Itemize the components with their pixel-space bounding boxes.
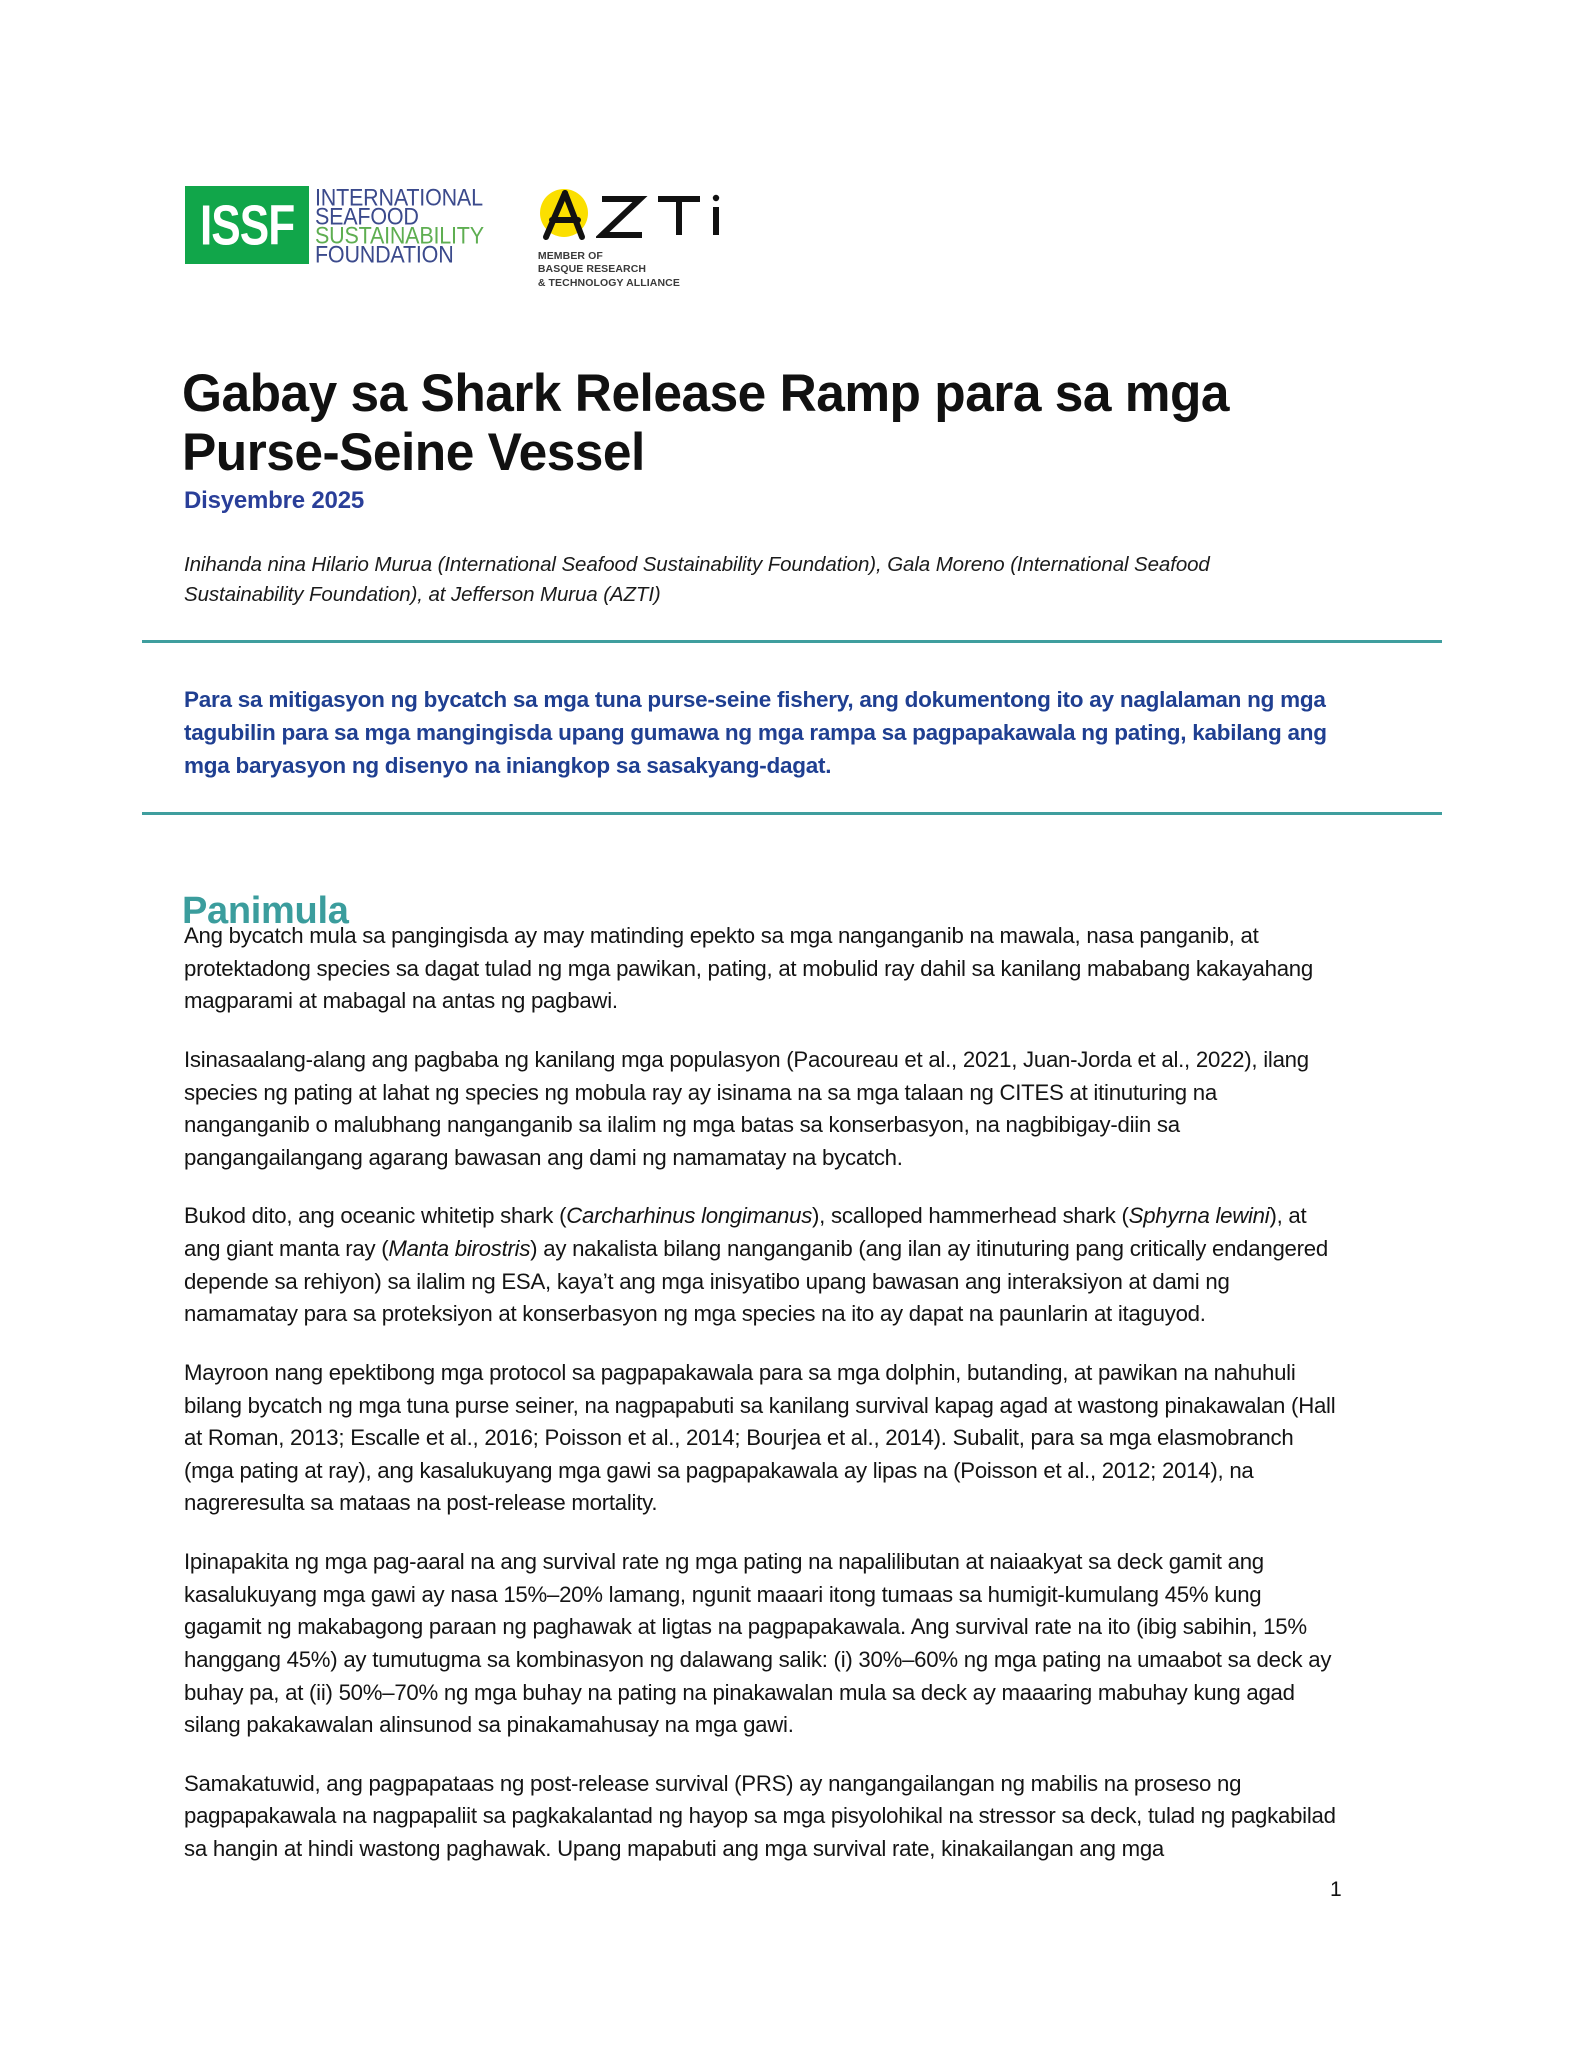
logo-band: [185, 184, 736, 289]
paragraph: Ipinapakita ng mga pag-aaral na ang survival rate ng mga pating na napalilibutan at naiaakyat sa deck gamit ang kasalukuyang mga gawi ay nasa 15%–20% lamang, ngunit maaari itong tumaas sa humigit-kumulang 45% kung gagamit ng makabagong paraan ng paghawak at ligtas na pagpapakawala. Ang survival rate na ito (ibig sabihin, 15% hanggang 45%) ay tumutugma sa kombinasyon ng dalawang salik: (i) 30%–60% ng mga pating na umaabot sa deck ay buhay pa, at (ii) 50%–70% ng mga buhay na pating na pinakawalan mula sa deck ay maaaring mabuhay kung agad silang pakakawalan alinsunod sa pinakamahusay na mga gawi.: [184, 1549, 1332, 1738]
azti-wordmark: [536, 186, 736, 244]
body-text: [184, 920, 1344, 1892]
azti-tagline-line-2: BASQUE RESEARCH: [537, 263, 647, 276]
species-name-sphyrna-lewini: Sphyrna lewini: [1128, 1203, 1270, 1229]
paragraph: Ang bycatch mula sa pangingisda ay may matinding epekto sa mga nanganganib na mawala, nasa panganib, at protektadong species sa dagat tulad ng mga pawikan, pating, at mobulid ray dahil sa kanilang mababang kakayahang magparami at mabagal na antas ng pagbawi.: [184, 923, 1313, 1014]
abstract-text: Para sa mitigasyon ng bycatch sa mga tuna purse-seine fishery, ang dokumentong ito ay naglalaman ng mga tagubilin para sa mga mangingisda upang gumawa ng mga rampa sa pagpapakawala ng pating, kabilang ang mga baryasyon ng disenyo na iniangkop sa sasakyang-dagat.: [184, 687, 1327, 779]
paragraph: Mayroon nang epektibong mga protocol sa pagpapakawala para sa mga dolphin, butanding, at pawikan na nahuhuli bilang bycatch ng mga tuna purse seiner, na nagpapabuti sa kanilang survival kapag agad at wastong pinakawalan (Hall at Roman, 2013; Escalle et al., 2016; Poisson et al., 2014; Bourjea et al., 2014). Subalit, para sa mga elasmobranch (mga pating at ray), ang kasalukuyang mga gawi sa pagpapakawala ay lipas na (Poisson et al., 2012; 2014), na nagreresulta sa mataas na post-release mortality.: [184, 1359, 1336, 1516]
page-number: 1: [1330, 1878, 1342, 1901]
issf-word-international: INTERNATIONAL: [315, 184, 483, 212]
species-text-before-1: Bukod dito, ang oceanic whitetip shark (: [184, 1203, 567, 1229]
section-heading-panimula: Panimula: [182, 889, 349, 932]
page-title: Gabay sa Shark Release Ramp para sa mga Purse-Seine Vessel: [182, 363, 1229, 482]
paragraph-species: [184, 1200, 1344, 1331]
issf-word-foundation: FOUNDATION: [315, 241, 454, 269]
publication-date: Disyembre 2025: [184, 487, 364, 514]
species-text-mid-2: ), at ang giant manta ray (: [184, 1203, 1307, 1261]
issf-logo: [185, 186, 484, 270]
issf-word-sustainability: SUSTAINABILITY: [315, 222, 484, 250]
species-text-after: ) ay nakalista bilang nanganganib (ang ilan ay itinuturing pang critically endangered depende sa rehiyon) sa ilalim ng ESA, kaya’t ang mga inisyatibo upang bawasan ang interaksiyon at dami ng namamatay para sa proteksiyon at konserbasyon ng mga species na ito ay dapat na paunlarin at itaguyod.: [184, 1236, 1328, 1327]
species-text-mid-1: ), scalloped hammerhead shark (: [812, 1203, 1129, 1229]
paragraph: Samakatuwid, ang pagpapataas ng post-release survival (PRS) ay nangangailangan ng mabilis na proseso ng pagpapakawala na nagpapaliit sa pagkakalantad ng hayop sa mga pisyolohikal na stressor sa deck, tulad ng pagkabilad sa hangin at hindi wastong paghawak. Upang mapabuti ang mga survival rate, kinakailangan ang mga: [184, 1770, 1336, 1861]
paragraph: Isinasaalang-alang ang pagbaba ng kanilang mga populasyon (Pacoureau et al., 2021, Juan-Jorda et al., 2022), ilang species ng pating at lahat ng species ng mobula ray ay isinama na sa mga talaan ng CITES at itinuturing na nanganganib o malubhang nanganganib sa ilalim ng mga batas sa konserbasyon, na nagbibigay-diin sa pangangailangang agarang bawasan ang dami ng namamatay na bycatch.: [184, 1046, 1309, 1170]
azti-tagline-line-3: & TECHNOLOGY ALLIANCE: [537, 276, 680, 289]
azti-letters-icon: [596, 187, 726, 243]
azti-tagline-line-1: MEMBER OF: [537, 250, 603, 262]
abstract-rule-top: [142, 640, 1442, 643]
azti-logo: [536, 186, 736, 289]
issf-logo-acronym: ISSF: [199, 193, 295, 257]
azti-a-icon: [536, 187, 592, 243]
issf-logo-wordmark: [315, 184, 484, 269]
species-name-manta-birostris: Manta birostris: [388, 1236, 531, 1261]
azti-tagline: [536, 250, 736, 290]
species-name-carcharhinus-longimanus: Carcharhinus longimanus: [566, 1203, 813, 1229]
issf-logo-mark: [185, 186, 309, 264]
author-line: Inihanda nina Hilario Murua (International Seafood Sustainability Foundation), Gala Moreno (International Seafood Sustainability Foundation), at Jefferson Murua (AZTI): [184, 553, 1210, 606]
abstract-rule-bottom: [142, 812, 1442, 815]
issf-word-seafood: SEAFOOD: [315, 203, 419, 231]
